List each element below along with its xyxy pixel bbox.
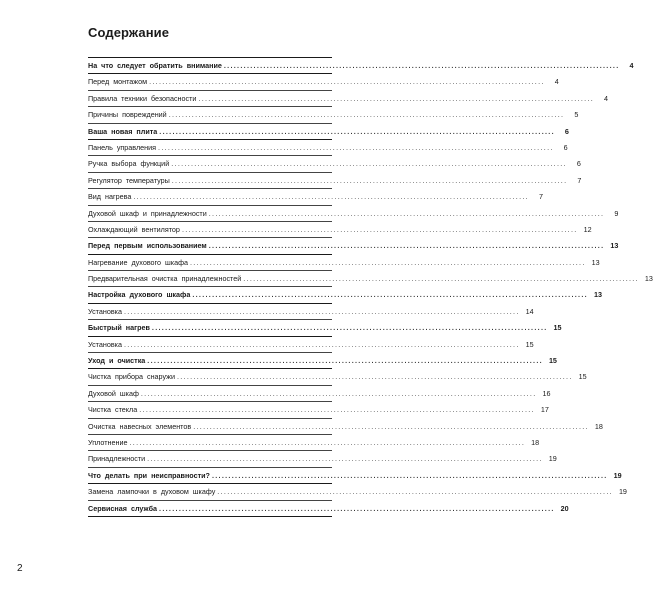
- toc-row-leader: ........................................................................................................................: [243, 274, 639, 284]
- toc-row-leader: ........................................................................................................................: [217, 487, 613, 497]
- toc-row-page: 12: [583, 224, 592, 234]
- toc-row-label: Установка: [88, 306, 122, 316]
- toc-row-leader: ........................................................................................................................: [159, 126, 555, 136]
- toc-row-label: Уплотнение: [88, 437, 128, 447]
- toc-row[interactable]: [88, 468, 622, 484]
- toc-row-leader: ........................................................................................................................: [168, 110, 565, 120]
- toc-row[interactable]: [88, 107, 579, 123]
- toc-row[interactable]: [88, 255, 600, 271]
- toc-row-label: Ручка выбора функций: [88, 159, 170, 169]
- toc-row-page: 4: [629, 61, 634, 70]
- toc-row[interactable]: [88, 369, 587, 385]
- toc-row[interactable]: [88, 271, 653, 287]
- toc-row-label: Перед первым использованием: [88, 241, 207, 251]
- toc-row-leader: ........................................................................................................................: [208, 208, 605, 218]
- toc-row-page: 15: [553, 323, 562, 333]
- toc-row-leader: ........................................................................................................................: [123, 306, 520, 316]
- toc-row-label: Правила техники безопасности: [88, 93, 197, 103]
- toc-row-leader: ........................................................................................................................: [139, 405, 535, 415]
- toc-row[interactable]: [88, 124, 569, 140]
- toc-row-leader: ........................................................................................................................: [147, 356, 543, 366]
- toc-row-label: Охлаждающий вентилятор: [88, 224, 180, 234]
- toc-row-label: Что делать при неисправности?: [88, 470, 210, 480]
- toc-row[interactable]: [88, 140, 568, 156]
- toc-row-page: 19: [613, 470, 622, 480]
- toc-row-label: Чистка стекла: [88, 405, 138, 415]
- toc-row-page: 15: [525, 339, 534, 349]
- toc-row-page: 19: [548, 454, 557, 464]
- toc-row-label: Очистка навесных элементов: [88, 421, 192, 431]
- toc-row-page: 4: [604, 93, 609, 103]
- toc-row-label: Ваша новая плита: [88, 126, 158, 136]
- toc-row-label: На что следует обратить внимание: [88, 61, 222, 70]
- toc-row-leader: ........................................................................................................................: [147, 454, 543, 464]
- toc-row-leader: ........................................................................................................................: [149, 77, 545, 87]
- toc-row-leader: ........................................................................................................................: [223, 61, 620, 70]
- toc-row-page: 16: [542, 388, 551, 398]
- toc-row-label: Нагревание духового шкафа: [88, 257, 188, 267]
- toc-row-label: Уход и очистка: [88, 356, 146, 366]
- toc-row[interactable]: [88, 320, 562, 336]
- page-number: 2: [17, 563, 23, 574]
- toc-row-label: Вид нагрева: [88, 192, 132, 202]
- toc-row-label: Панель управления: [88, 142, 157, 152]
- toc-row[interactable]: [88, 451, 557, 467]
- toc-row-page: 15: [548, 356, 557, 366]
- toc-row-page: 13: [593, 290, 602, 300]
- page-title: Содержание: [88, 25, 170, 40]
- toc-row-page: 13: [591, 257, 600, 267]
- toc-row-page: 4: [554, 77, 559, 87]
- toc-row[interactable]: [88, 91, 609, 107]
- toc-row[interactable]: [88, 74, 559, 90]
- toc-row[interactable]: [88, 287, 602, 303]
- toc-row-page: 6: [564, 126, 569, 136]
- toc-row-leader: ........................................................................................................................: [181, 224, 578, 234]
- toc-row-page: 6: [576, 159, 581, 169]
- toc-row-leader: ........................................................................................................................: [129, 437, 526, 447]
- toc-row-page: 20: [560, 503, 569, 513]
- toc-row[interactable]: [88, 304, 534, 320]
- toc-row-leader: ........................................................................................................................: [171, 175, 568, 185]
- toc-row-label: Принадлежности: [88, 454, 146, 464]
- toc-row-leader: ........................................................................................................................: [158, 142, 554, 152]
- toc-row[interactable]: [88, 222, 592, 238]
- toc-row-leader: ........................................................................................................................: [190, 257, 586, 267]
- toc-row[interactable]: [88, 58, 634, 74]
- toc-row[interactable]: [88, 337, 534, 353]
- toc-row-leader: ........................................................................................................................: [192, 290, 588, 300]
- toc-row-page: 15: [578, 372, 587, 382]
- toc-row[interactable]: [88, 238, 619, 254]
- toc-row-leader: ........................................................................................................................: [133, 192, 529, 202]
- toc-row-leader: ........................................................................................................................: [193, 421, 589, 431]
- toc-row-page: 13: [610, 241, 619, 251]
- toc-row-leader: ........................................................................................................................: [151, 323, 548, 333]
- toc-row-label: Перед монтажом: [88, 77, 148, 87]
- toc-row[interactable]: [88, 501, 569, 517]
- toc-row-label: Причины повреждений: [88, 110, 167, 120]
- toc-row-leader: ........................................................................................................................: [159, 503, 555, 513]
- toc-row-page: 9: [614, 208, 619, 218]
- toc-row[interactable]: [88, 206, 619, 222]
- toc-row-page: 17: [540, 405, 549, 415]
- toc-row-page: 13: [644, 274, 653, 284]
- toc-row-leader: ........................................................................................................................: [140, 388, 537, 398]
- toc-row-leader: ........................................................................................................................: [171, 159, 567, 169]
- toc-row-label: Духовой шкаф и принадлежности: [88, 208, 207, 218]
- toc-row-page: 6: [563, 142, 568, 152]
- toc-row-leader: ........................................................................................................................: [123, 339, 520, 349]
- toc-row-page: 18: [594, 421, 603, 431]
- toc-row-label: Установка: [88, 339, 122, 349]
- toc-row-label: Настройка духового шкафа: [88, 290, 191, 300]
- toc-row-label: Быстрый нагрев: [88, 323, 150, 333]
- toc-row-label: Замена лампочки в духовом шкафу: [88, 487, 216, 497]
- toc-row-leader: ........................................................................................................................: [208, 241, 605, 251]
- toc-row-leader: ........................................................................................................................: [211, 470, 608, 480]
- toc-row[interactable]: [88, 386, 551, 402]
- toc-row-label: Духовой шкаф: [88, 388, 139, 398]
- toc-row[interactable]: [88, 419, 603, 435]
- toc-row[interactable]: [88, 402, 549, 418]
- toc-row[interactable]: [88, 435, 540, 451]
- toc-row-page: 18: [531, 437, 540, 447]
- toc-row[interactable]: [88, 353, 557, 369]
- toc-row-label: Чистка прибора снаружи: [88, 372, 175, 382]
- table-of-contents: [88, 57, 653, 517]
- toc-row-page: 14: [525, 306, 534, 316]
- toc-row[interactable]: [88, 173, 582, 189]
- toc-row[interactable]: [88, 189, 543, 205]
- toc-row-page: 5: [574, 110, 579, 120]
- toc-row[interactable]: [88, 484, 627, 500]
- toc-row-leader: ........................................................................................................................: [198, 93, 595, 103]
- toc-row-label: Регулятор температуры: [88, 175, 170, 185]
- toc-row-leader: ........................................................................................................................: [176, 372, 573, 382]
- toc-row-page: 7: [538, 192, 543, 202]
- toc-row-page: 7: [577, 175, 582, 185]
- toc-row[interactable]: [88, 156, 581, 172]
- toc-row-label: Предварительная очистка принадлежностей: [88, 274, 242, 284]
- toc-row-page: 19: [618, 487, 627, 497]
- toc-row-label: Сервисная служба: [88, 503, 158, 513]
